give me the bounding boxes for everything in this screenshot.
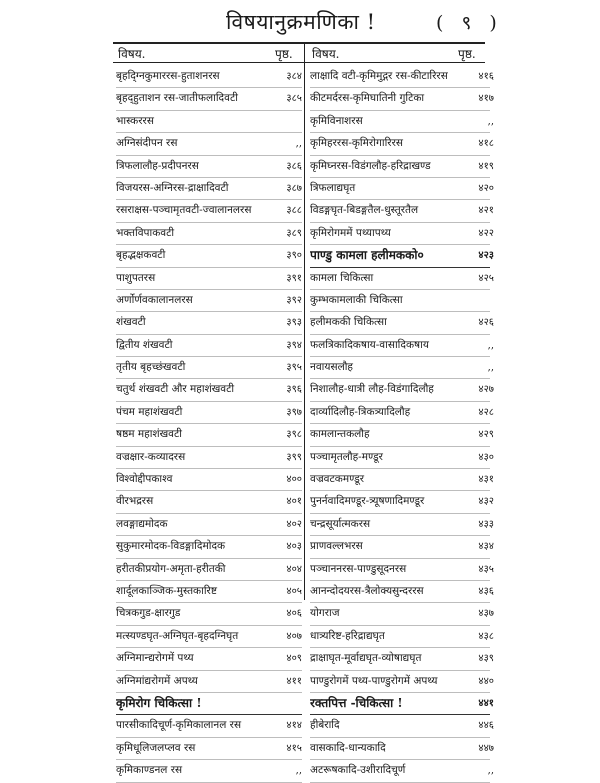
right-index-entry bbox=[310, 738, 494, 760]
entry-page: ४३२ bbox=[478, 496, 494, 508]
entry-title: कृमिरोग चिकित्सा ! bbox=[116, 695, 202, 710]
entry-page: ३९२ bbox=[286, 294, 302, 306]
entry-page: ४३८ bbox=[478, 630, 494, 642]
entry-title: हरीतकीप्रयोग-अमृता-हरीतकी bbox=[116, 562, 226, 575]
left-index-entry bbox=[116, 447, 302, 469]
entry-title: द्वितीय शंखवटी bbox=[116, 338, 173, 351]
entry-page: ३८९ bbox=[286, 227, 302, 239]
page-header bbox=[0, 4, 600, 38]
right-index-entry bbox=[310, 156, 494, 178]
left-section-heading bbox=[116, 693, 302, 715]
left-index-entry bbox=[116, 581, 302, 603]
entry-page: ३९८ bbox=[286, 429, 302, 441]
entry-title: अग्निसंदीपन रस bbox=[116, 137, 178, 150]
entry-title: पंचम महाशंखवटी bbox=[116, 405, 183, 418]
left-index-entry bbox=[116, 245, 302, 267]
entry-title: अग्निमान्द्यरोगमें पथ्य bbox=[116, 652, 194, 665]
entry-page: ३९४ bbox=[286, 339, 302, 351]
left-index-entry bbox=[116, 312, 302, 334]
entry-title: कृमिविनाशरस bbox=[310, 114, 363, 127]
left-index-entry bbox=[116, 603, 302, 625]
left-index-entry bbox=[116, 66, 302, 88]
right-index-entry bbox=[310, 178, 494, 200]
entry-page: ४३५ bbox=[478, 563, 494, 575]
right-index-entry bbox=[310, 268, 494, 290]
right-index-entry bbox=[310, 581, 494, 603]
left-index-entry bbox=[116, 648, 302, 670]
entry-title: फलत्रिकादिकषाय-वासादिकषाय bbox=[310, 338, 429, 351]
entry-page: ४२० bbox=[478, 182, 494, 194]
right-index-entry bbox=[310, 760, 494, 782]
entry-page: ४२२ bbox=[478, 227, 494, 239]
column-heading-rule bbox=[113, 62, 485, 63]
entry-title: चन्द्रसूर्यात्मकरस bbox=[310, 517, 371, 530]
right-index-entry bbox=[310, 200, 494, 222]
entry-title: त्रिफलाद्यघृत bbox=[310, 181, 356, 194]
entry-title: वीरभद्ररस bbox=[116, 495, 154, 508]
entry-title: अग्निमांद्यरोगमें अपथ्य bbox=[116, 674, 198, 687]
entry-page: ४१९ bbox=[478, 160, 494, 172]
entry-page: ४०५ bbox=[286, 585, 302, 597]
left-index-entry bbox=[116, 88, 302, 110]
entry-title: त्रिफलालौह-प्रदीपनरस bbox=[116, 159, 199, 172]
left-index-entry bbox=[116, 268, 302, 290]
entry-title: रक्तपित्त -चिकित्सा ! bbox=[310, 695, 403, 710]
entry-page: ,, bbox=[487, 765, 494, 777]
left-index-entry bbox=[116, 536, 302, 558]
entry-title: दार्व्यादिलौह-त्रिकत्र्यादिलौह bbox=[310, 405, 411, 418]
left-subject-heading: विषय. bbox=[118, 47, 146, 61]
left-index-entry bbox=[116, 111, 302, 133]
right-index-entry bbox=[310, 559, 494, 581]
left-index-entry bbox=[116, 738, 302, 760]
right-index-entry bbox=[310, 312, 494, 334]
entry-title: अटरूषकादि-उशीरादिचूर्ण bbox=[310, 764, 406, 777]
right-page-heading: पृष्ठ. bbox=[458, 47, 476, 61]
entry-page: ४३३ bbox=[478, 518, 494, 530]
right-index-entry bbox=[310, 536, 494, 558]
left-index-entry bbox=[116, 335, 302, 357]
entry-title: वज्रक्षार-कव्यादरस bbox=[116, 450, 186, 463]
entry-page: ३८८ bbox=[286, 205, 302, 217]
right-index-entry bbox=[310, 133, 494, 155]
entry-page: ४४७ bbox=[478, 742, 494, 754]
entry-title: रसराक्षस-पञ्चामृतवटी-ज्वालानलरस bbox=[116, 204, 252, 217]
entry-page: ३८४ bbox=[286, 71, 302, 82]
entry-page: ४१४ bbox=[286, 720, 302, 732]
entry-title: आनन्दोदयरस-त्रैलोक्यसुन्दररस bbox=[310, 584, 424, 597]
entry-title: द्राक्षाघृत-मूर्वाद्यघृत-व्योषाद्यघृत bbox=[310, 652, 422, 665]
right-index-entry bbox=[310, 335, 494, 357]
entry-title: विश्वोद्दीपकाश्व bbox=[116, 473, 173, 486]
entry-page: ४१७ bbox=[478, 93, 494, 105]
entry-title: बृहद्‍ग्निकुमाररस-हुताशनरस bbox=[116, 70, 220, 82]
entry-title: नवायसलौह bbox=[310, 361, 353, 374]
entry-page: ,, bbox=[487, 362, 494, 374]
entry-title: पुनर्नवादिमण्डूर-त्र्यूषणादिमण्डूर bbox=[310, 495, 425, 508]
right-index-entry bbox=[310, 111, 494, 133]
entry-title: योगराज bbox=[310, 607, 340, 620]
entry-page: ४०६ bbox=[286, 608, 302, 620]
entry-page: ४३७ bbox=[478, 608, 494, 620]
entry-page: ४२५ bbox=[478, 272, 494, 284]
right-index-entry bbox=[310, 357, 494, 379]
entry-page: ४४० bbox=[478, 675, 494, 687]
entry-page: ३९१ bbox=[286, 272, 302, 284]
entry-title: बृहद्भक्षकवटी bbox=[116, 249, 166, 262]
entry-page: ,, bbox=[487, 339, 494, 351]
entry-page: ४०३ bbox=[286, 541, 302, 553]
left-column bbox=[116, 66, 302, 783]
entry-title: कीटमर्दरस-कृमिघातिनी गुटिका bbox=[310, 92, 425, 105]
right-subject-heading: विषय. bbox=[312, 47, 340, 61]
left-index-entry bbox=[116, 715, 302, 737]
entry-title: सुकुमारमोदक-विडङ्गादिमोदक bbox=[116, 540, 226, 553]
entry-title: लाक्षादि वटी-कृमिमुद्गर रस-कीटारिरस bbox=[310, 70, 448, 82]
entry-title: पञ्चाननरस-पाण्डुसूदनरस bbox=[310, 562, 407, 575]
right-section-heading bbox=[310, 245, 494, 267]
right-index-entry bbox=[310, 447, 494, 469]
entry-title: पञ्चामृतलौह-मण्डूर bbox=[310, 450, 383, 463]
entry-page: ४०९ bbox=[286, 653, 302, 665]
entry-page: ४०१ bbox=[286, 496, 302, 508]
left-index-entry bbox=[116, 424, 302, 446]
entry-title: वज्रवटकमण्डूर bbox=[310, 473, 365, 486]
entry-page: ३८५ bbox=[286, 93, 302, 105]
entry-title: कामला चिकित्सा bbox=[310, 271, 374, 284]
right-index-entry bbox=[310, 290, 490, 312]
entry-page: ३९६ bbox=[286, 384, 302, 396]
entry-title: भास्कररस bbox=[116, 114, 154, 127]
entry-page: ४२३ bbox=[478, 250, 494, 262]
header-rule bbox=[113, 42, 485, 44]
page-title: विषयानुक्रमणिका ! bbox=[226, 10, 376, 34]
entry-page: ३९० bbox=[286, 250, 302, 262]
entry-title: पाण्डु कामला हलीमकको० bbox=[310, 248, 424, 263]
right-column bbox=[310, 66, 494, 783]
left-index-entry bbox=[116, 760, 302, 782]
left-index-entry bbox=[116, 156, 302, 178]
left-index-entry bbox=[116, 402, 302, 424]
entry-page: ४२८ bbox=[478, 406, 494, 418]
entry-page: ४२६ bbox=[478, 317, 494, 329]
entry-page: ४२७ bbox=[478, 384, 494, 396]
entry-title: कृमिकाण्डनल रस bbox=[116, 764, 183, 777]
right-index-entry bbox=[310, 603, 494, 625]
entry-title: कृमिहररस-कृमिरोगारिरस bbox=[310, 137, 403, 150]
entry-title: शार्दूलकाञ्जिक-मुस्तकारिष्ट bbox=[116, 584, 217, 597]
right-index-entry bbox=[310, 66, 494, 88]
left-index-entry bbox=[116, 290, 302, 312]
left-index-entry bbox=[116, 491, 302, 513]
entry-page: ३९३ bbox=[286, 317, 302, 329]
right-index-entry bbox=[310, 469, 494, 491]
entry-page: ४३१ bbox=[478, 474, 494, 486]
right-index-entry bbox=[310, 626, 494, 648]
entry-title: तृतीय बृहच्छंखवटी bbox=[116, 361, 186, 374]
entry-title: बृहद्हुताशन रस-जातीफलादिवटी bbox=[116, 92, 238, 105]
entry-title: हीबेरादि bbox=[310, 719, 340, 732]
entry-page: ४३९ bbox=[478, 653, 494, 665]
entry-page: ४१६ bbox=[478, 71, 494, 82]
entry-title: कृमिरोगममें पथ्यापथ्य bbox=[310, 226, 391, 239]
left-index-entry bbox=[116, 133, 302, 155]
entry-title: विडङ्गघृत-बिडङ्गतैल-धुस्तूरतैल bbox=[310, 204, 419, 217]
entry-page: ४०४ bbox=[286, 563, 302, 575]
entry-page: ,, bbox=[295, 138, 302, 150]
entry-title: कृमिघ्नरस-विडंगलौह-हरिद्राखण्ड bbox=[310, 159, 431, 172]
right-index-entry bbox=[310, 223, 494, 245]
entry-page: ४१५ bbox=[286, 742, 302, 754]
right-index-entry bbox=[310, 514, 494, 536]
entry-title: प्राणवल्लभरस bbox=[310, 540, 363, 553]
entry-page: ४१८ bbox=[478, 138, 494, 150]
right-index-entry bbox=[310, 424, 494, 446]
entry-page: ३९७ bbox=[286, 406, 302, 418]
entry-page: ४३० bbox=[478, 451, 494, 463]
entry-title: हलीमककी चिकित्सा bbox=[310, 316, 387, 329]
entry-title: अर्णोर्णवकालानलरस bbox=[116, 293, 193, 306]
entry-page: ३८७ bbox=[286, 182, 302, 194]
entry-title: भक्तविपाकवटी bbox=[116, 226, 175, 239]
left-index-entry bbox=[116, 379, 302, 401]
entry-title: पारसीकादिचूर्ण-कृमिकालानल रस bbox=[116, 719, 242, 732]
entry-title: विजयरस-अग्निरस-द्राक्षादिवटी bbox=[116, 181, 229, 194]
right-index-entry bbox=[310, 648, 494, 670]
entry-page: ,, bbox=[487, 115, 494, 127]
left-index-entry bbox=[116, 559, 302, 581]
left-index-entry bbox=[116, 671, 302, 693]
entry-page: ४३६ bbox=[478, 585, 494, 597]
entry-title: लवङ्गाद्यमोदक bbox=[116, 517, 168, 530]
right-index-entry bbox=[310, 402, 494, 424]
left-index-entry bbox=[116, 626, 302, 648]
right-index-entry bbox=[310, 379, 494, 401]
entry-page: ४११ bbox=[286, 675, 302, 687]
page-number: ( ९ ) bbox=[436, 12, 503, 34]
right-index-entry bbox=[310, 88, 494, 110]
entry-page: ४०७ bbox=[286, 630, 302, 642]
entry-title: कुम्भकामलाकी चिकित्सा bbox=[310, 293, 403, 306]
entry-page: ३९९ bbox=[286, 451, 302, 463]
entry-title: कृमिधूलिजलप्लव रस bbox=[116, 741, 196, 754]
entry-page: ,, bbox=[295, 765, 302, 777]
entry-page: ४३४ bbox=[478, 541, 494, 553]
right-index-entry bbox=[310, 671, 494, 693]
column-divider bbox=[304, 44, 305, 600]
left-index-entry bbox=[116, 223, 302, 245]
entry-title: पाशुपतरस bbox=[116, 271, 156, 284]
entry-title: षष्ठम महाशंखवटी bbox=[116, 428, 183, 441]
entry-page: ४४६ bbox=[478, 720, 494, 732]
entry-title: निशालौह-धात्री लौह-विडंगादिलौह bbox=[310, 383, 434, 396]
entry-title: कामलान्तकलौह bbox=[310, 428, 370, 441]
right-index-entry bbox=[310, 715, 494, 737]
left-index-entry bbox=[116, 200, 302, 222]
left-page-heading: पृष्ठ. bbox=[275, 47, 293, 61]
entry-title: धात्र्यरिष्ट-हरिद्राद्यघृत bbox=[310, 629, 385, 642]
right-index-entry bbox=[310, 491, 494, 513]
entry-title: पाण्डुरोगमें पथ्य-पाण्डुरोगमें अपथ्य bbox=[310, 674, 438, 687]
entry-page: ४४१ bbox=[478, 697, 494, 709]
entry-title: चित्रकगुड-क्षारगुड bbox=[116, 607, 181, 620]
left-index-entry bbox=[116, 178, 302, 200]
left-index-entry bbox=[116, 469, 302, 491]
left-index-entry bbox=[116, 357, 302, 379]
entry-title: मत्स्यण्डघृत-अग्निघृत-बृहदग्निघृत bbox=[116, 629, 239, 642]
right-section-heading bbox=[310, 693, 494, 715]
entry-page: ४०२ bbox=[286, 518, 302, 530]
entry-page: ३९५ bbox=[286, 362, 302, 374]
entry-page: ४२१ bbox=[478, 205, 494, 217]
entry-title: शंखवटी bbox=[116, 316, 146, 329]
entry-page: ४०० bbox=[286, 474, 302, 486]
entry-title: चतुर्थ शंखवटी और महाशंखवटी bbox=[116, 383, 235, 396]
entry-page: ४२९ bbox=[478, 429, 494, 441]
entry-title: वासकादि-धान्यकादि bbox=[310, 741, 386, 754]
entry-page: ३८६ bbox=[286, 160, 302, 172]
left-index-entry bbox=[116, 514, 302, 536]
